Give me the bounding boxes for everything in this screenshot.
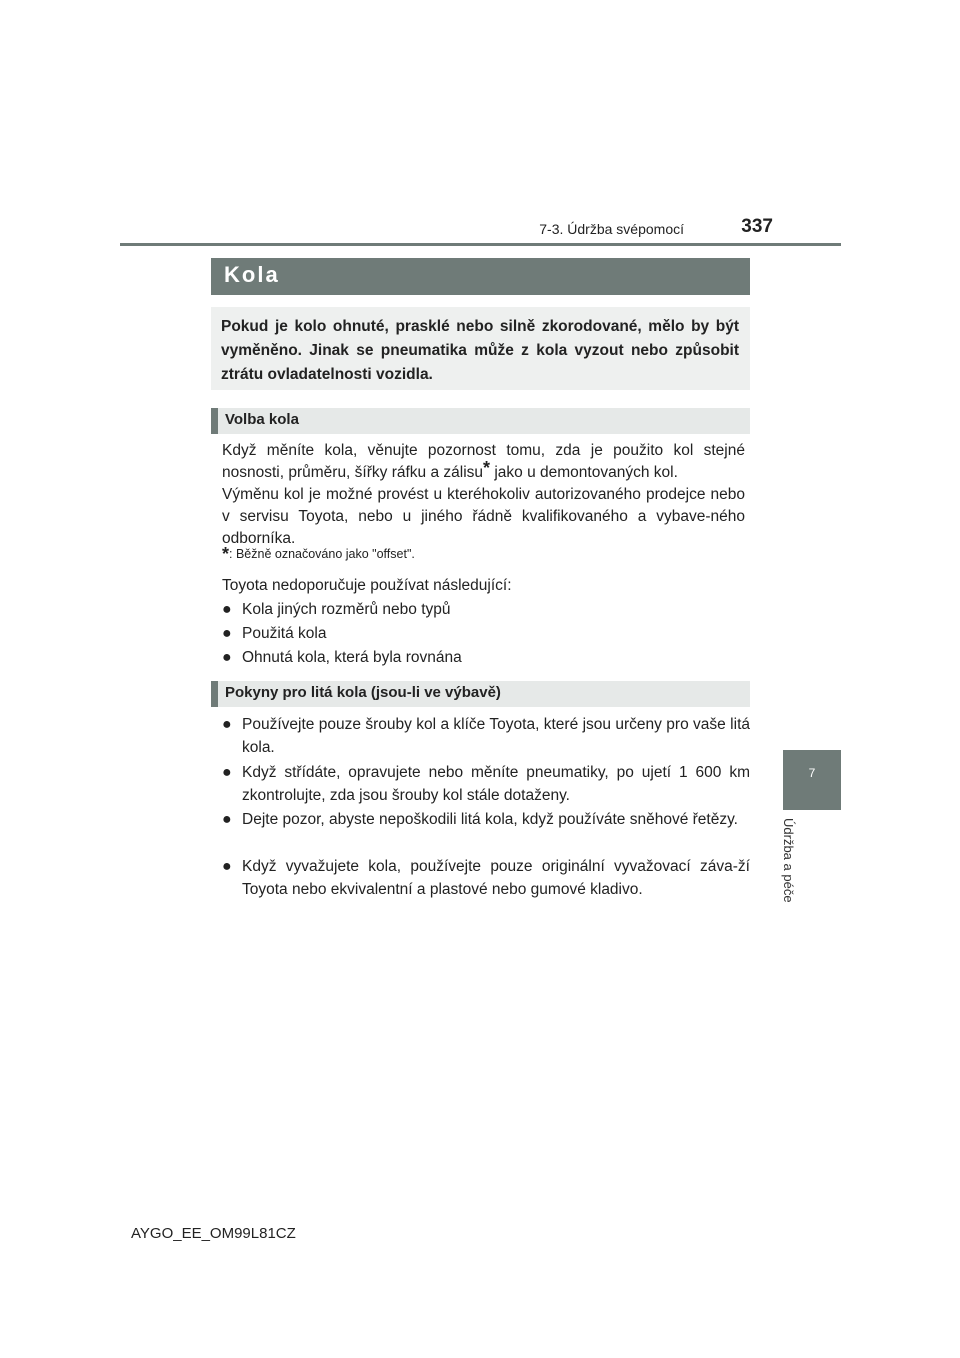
intro-box: Pokud je kolo ohnuté, prasklé nebo silně zkorodované, mělo by být vyměněno. Jinak se pneumatika může z kola vyzout nebo způsobit ztrátu ovladatelnosti vozidla. <box>211 307 750 390</box>
page-number: 337 <box>741 216 773 237</box>
list-item <box>222 622 750 645</box>
list-item-text: Použitá kola <box>242 625 327 642</box>
section-title: 7-3. Údržba svépomocí <box>539 221 684 237</box>
list-item-text: Ohnutá kola, která byla rovnána <box>242 649 462 666</box>
bullet-icon: ● <box>222 811 232 828</box>
list-item <box>222 646 750 669</box>
list-item-text: Když vyvažujete kola, používejte pouze originální vyvažovací záva-ží Toyota nebo ekvivalentní a plastové nebo gumové kladivo. <box>242 858 750 898</box>
list-item <box>222 713 750 759</box>
footnote-text: : Běžně označováno jako "offset". <box>229 547 415 561</box>
chapter-label-container <box>781 818 811 938</box>
bullet-icon: ● <box>222 716 232 733</box>
paragraph-text: Když měníte kola, věnujte pozornost tomu, zda je použito kol stejné nosnosti, průměru, šířky ráfku a zálisu <box>222 442 745 481</box>
document-code: AYGO_EE_OM99L81CZ <box>131 1225 296 1242</box>
footnote-marker: * <box>483 458 491 478</box>
list-item <box>222 808 750 831</box>
page-title-bar <box>211 258 750 295</box>
section-heading-alloy-wheels: Pokyny pro litá kola (jsou-li ve výbavě) <box>211 681 750 707</box>
paragraph-text-end: jako u demontovaných kol. <box>490 464 678 481</box>
bullet-icon: ● <box>222 649 232 666</box>
list-item-text: Dejte pozor, abyste nepoškodili litá kola, když používáte sněhové řetězy. <box>242 811 738 828</box>
list-item <box>222 598 750 621</box>
lead-text: Toyota nedoporučuje používat následující: <box>222 577 512 594</box>
page-title: Kola <box>224 262 280 287</box>
footnote-star: * <box>222 544 230 564</box>
list-item <box>222 855 750 901</box>
list-item-text: Kola jiných rozměrů nebo typů <box>242 601 451 618</box>
paragraph-wheel-selection <box>222 440 745 484</box>
paragraph-replacement: Výměnu kol je možné provést u kteréhokoliv autorizovaného prodejce nebo v servisu Toyota, nebo u jiného řádně kvalifikovaného a vybave-ného odborníka. <box>222 486 745 547</box>
section-heading-wheel-selection: Volba kola <box>211 408 750 434</box>
bullet-icon: ● <box>222 764 232 781</box>
list-item-text: Používejte pouze šrouby kol a klíče Toyota, které jsou určeny pro vaše litá kola. <box>242 716 750 756</box>
header-divider <box>120 243 841 246</box>
list-item-text: Když střídáte, opravujete nebo měníte pneumatiky, po ujetí 1 600 km zkontrolujte, zda jsou šrouby kol stále dotaženy. <box>242 764 750 804</box>
bullet-icon: ● <box>222 858 232 875</box>
bullet-icon: ● <box>222 625 232 642</box>
chapter-tab <box>783 750 841 810</box>
chapter-label: Údržba a péče <box>781 818 796 903</box>
list-item <box>222 761 750 807</box>
footnote <box>222 544 745 564</box>
chapter-number: 7 <box>808 766 816 780</box>
bullet-icon: ● <box>222 601 232 618</box>
